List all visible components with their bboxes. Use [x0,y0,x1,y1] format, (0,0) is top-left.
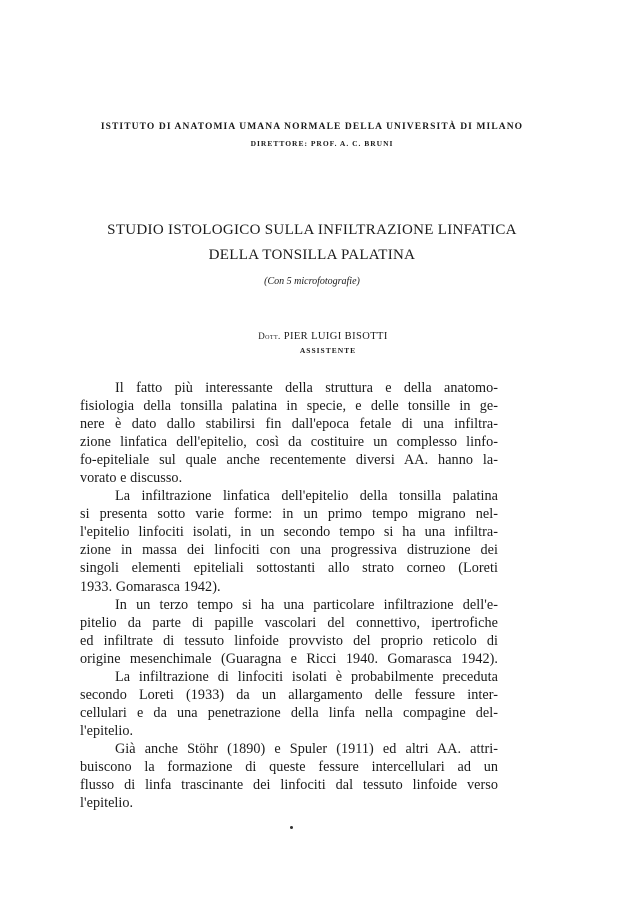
body-line: Già anche Stöhr (1890) e Spuler (1911) ed altri AA. attri- [115,740,498,757]
body-line: secondo Loreti (1933) da un allargamento delle fessure inter- [80,686,498,703]
body-line: origine mesenchimale (Guaragna e Ricci 1940. Gomarasca 1942). [80,650,498,667]
body-line: La infiltrazione linfatica dell'epitelio della tonsilla palatina [115,488,498,505]
body-line: In un terzo tempo si ha una particolare infiltrazione dell'e- [115,596,498,613]
article-title-line-1: STUDIO ISTOLOGICO SULLA INFILTRAZIONE LINFATICA [107,222,517,238]
body-line: nere è dato dallo stabilirsi fin dall'epoca fetale di una infiltra- [80,416,498,433]
body-line: si presenta sotto varie forme: in un primo tempo migrano nel- [80,506,498,523]
director-line: DIRETTORE: PROF. A. C. BRUNI [250,139,394,148]
article-subtitle: (Con 5 microfotografie) [264,276,360,287]
author-prefix: Dott. [258,331,281,341]
body-line: ed infiltrate di tessuto linfoide provvisto del proprio reticolo di [80,632,498,649]
body-line: l'epitelio linfociti isolati, in un secondo tempo si ha una infiltra- [80,524,498,541]
body-line: zione linfatica dell'epitelio, così da costituire un complesso linfo- [80,434,498,451]
body-line: l'epitelio. [80,722,134,739]
author-name: PIER LUIGI BISOTTI [283,331,388,342]
institute-header: ISTITUTO DI ANATOMIA UMANA NORMALE DELLA UNIVERSITÀ DI MILANO [100,122,524,132]
body-line: 1933. Gomarasca 1942). [80,578,221,595]
body-line: fo-epiteliale sul quale anche recentemente diversi AA. hanno la- [80,452,498,469]
page-mark [290,826,293,829]
body-line: fisiologia della tonsilla palatina in specie, e delle tonsille in ge- [80,398,498,415]
body-line: flusso di linfa trascinante dei linfociti dal tessuto linfoide verso [80,777,498,794]
body-line: La infiltrazione di linfociti isolati è probabilmente preceduta [115,668,498,685]
author-role: ASSISTENTE [299,346,357,355]
body-line: pitelio da parte di papille vascolari del connettivo, ipertrofiche [80,614,498,631]
article-title-line-2: DELLA TONSILLA PALATINA [208,247,416,263]
author-line [0,331,624,342]
body-text [80,379,498,812]
body-line: Il fatto più interessante della struttura e della anatomo- [115,380,498,396]
body-line: l'epitelio. [80,795,134,812]
body-line: singoli elementi epiteliali sottostanti allo strato corneo (Loreti [80,560,498,577]
body-line: vorato e discusso. [80,470,183,487]
body-line: cellulari e da una penetrazione della linfa nella compagine del- [80,704,498,721]
body-line: zione in massa dei linfociti con una progressiva distruzione dei [80,542,498,559]
body-line: buiscono la formazione di queste fessure intercellulari ad un [80,758,498,775]
